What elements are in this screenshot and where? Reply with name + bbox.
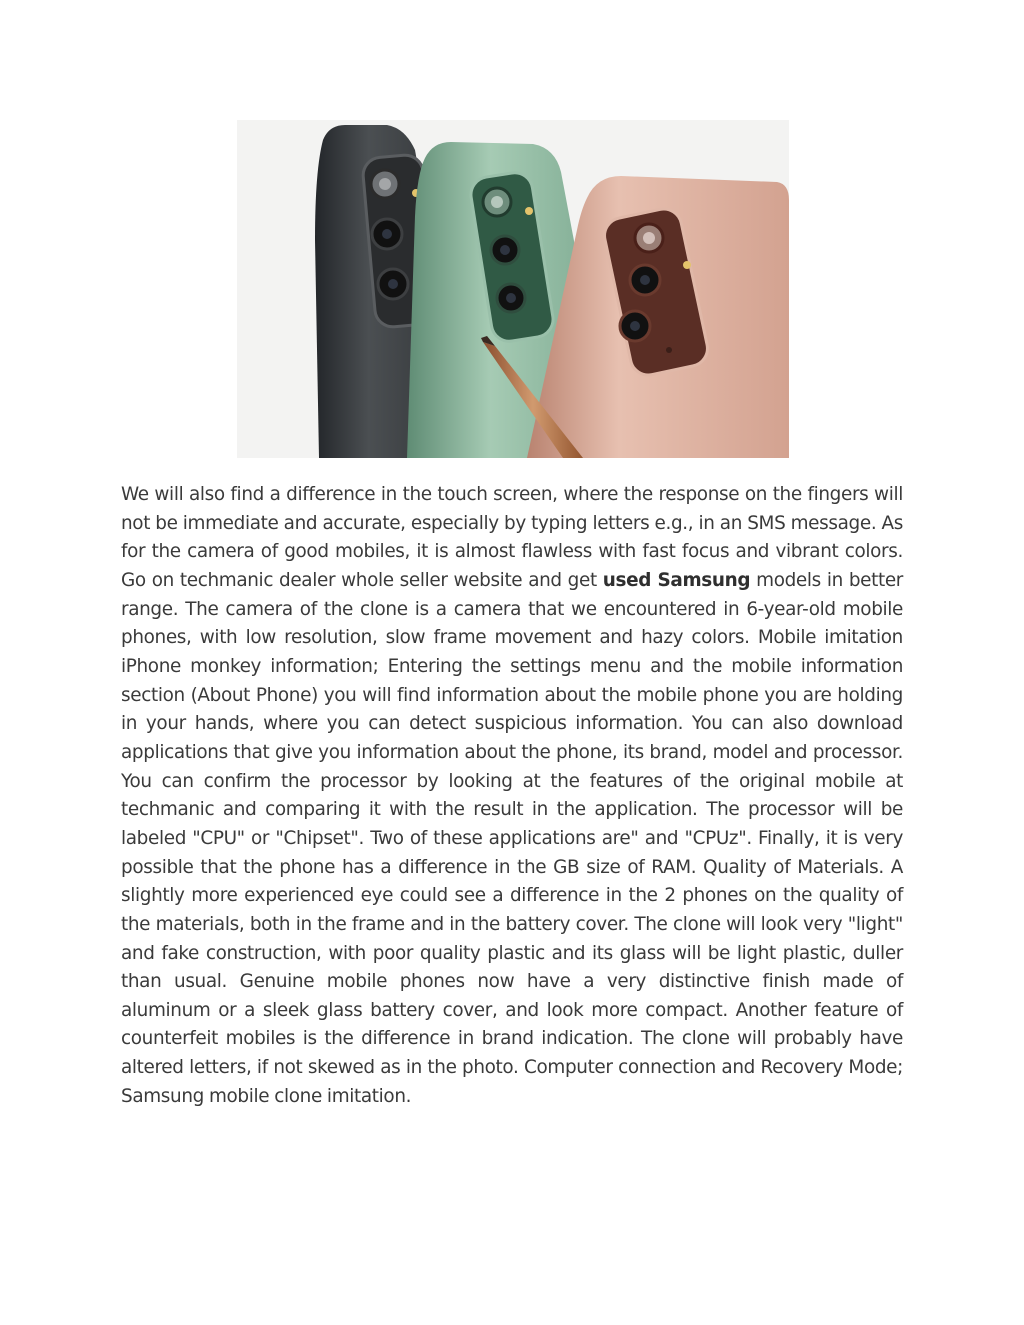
phones-photo xyxy=(237,120,789,458)
paragraph-text-end: models in better range. The camera of the clone is a camera that we encountered in 6-year-old mobile phones, with low resolution, slow frame movement and hazy colors. Mobile imitation iPhone monkey information; Entering the settings menu and the mobile information section (About Phone) you will find information about the mobile phone you are holding in your hands, where you can detect suspicious information. You can also download applications that give you information about the phone, its brand, model and processor. You can confirm the processor by looking at the features of the original mobile at techmanic and comparing it with the result in the application. The processor will be labeled "CPU" or "Chipset". Two of these applications are" and "CPUz". Finally, it is very possible that the phone has a difference in the GB size of RAM. Quality of Materials. A slightly more experienced eye could see a difference in the 2 phones on the quality of the materials, both in the frame and in the battery cover. The clone will look very "light" and fake construction, with poor quality plastic and its glass will be light plastic, duller than usual. Genuine mobile phones now have a very distinctive finish made of aluminum or a sleek glass battery cover, and look more compact. Another feature of counterfeit mobiles is the difference in brand indication. The clone will probably have altered letters, if not skewed as in the photo. Computer connection and Recovery Mode; Samsung mobile clone imitation. xyxy=(121,569,903,1107)
used-samsung-keyword: used Samsung xyxy=(602,569,751,591)
article-paragraph xyxy=(121,481,903,1111)
phones-illustration xyxy=(237,120,789,458)
paragraph-text-start: We will also find a difference in the touch screen, where the response on the fingers will not be immediate and accurate, especially by typing letters e.g., in an SMS message. As for the camera of good mobiles, it is almost flawless with fast focus and vibrant colors. Go on techmanic dealer whole seller website and get xyxy=(121,484,903,591)
